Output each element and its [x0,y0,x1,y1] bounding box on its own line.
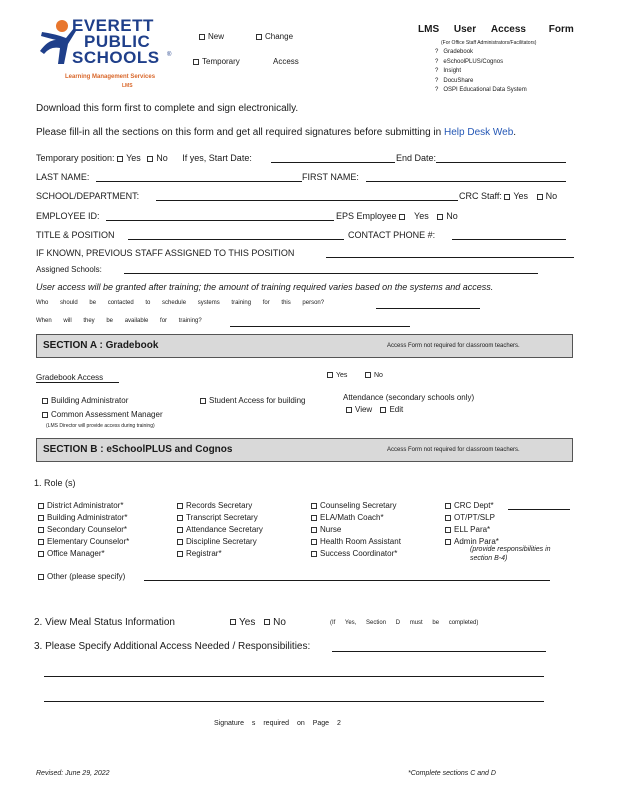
role-option[interactable]: Registrar* [177,548,263,560]
title-lms: LMS [418,24,440,35]
temp-no-checkbox[interactable] [147,156,153,162]
other-role-field[interactable] [144,580,550,581]
request-temporary-option[interactable] [193,57,240,66]
role-option[interactable]: Nurse [311,524,401,536]
section-b-note: Access Form not required for classroom teachers. [387,447,520,453]
building-admin-option[interactable]: Building Administrator [42,396,128,405]
meal-status-question: 2. View Meal Status Information [34,617,175,628]
temporary-checkbox[interactable] [193,59,199,65]
role-option[interactable]: Counseling Secretary [311,500,401,512]
role-option[interactable]: Secondary Counselor* [38,524,129,536]
role-option[interactable]: ELL Para* [445,524,499,536]
temporary-label: Temporary [202,57,240,66]
cam-note: (LMS Director will provide access during training) [46,423,155,429]
gradebook-yes-checkbox[interactable] [327,372,333,378]
training-note: User access will be granted after training; the amount of training required varies based on the systems and access. [36,282,494,292]
contact-phone-label: CONTACT PHONE #: [348,230,436,240]
section-a-title: SECTION A : Gradebook [43,340,159,351]
cam-option[interactable]: Common Assessment Manager [42,410,163,419]
logo-subtitle: Learning Management Services [65,74,156,80]
meal-status-options: Yes No [230,617,286,628]
role-option[interactable]: Health Room Assistant [311,536,401,548]
role-option[interactable]: Office Manager* [38,548,129,560]
last-name-label: LAST NAME: [36,172,90,182]
contact-phone-field[interactable] [452,239,566,240]
complete-sections-note: *Complete sections C and D [408,770,496,777]
role-option[interactable]: District Administrator* [38,500,129,512]
roles-column-3 [311,500,401,560]
roles-column-4 [445,500,499,548]
crc-staff-row: CRC Staff: Yes No [459,191,558,201]
meal-no-checkbox[interactable] [264,619,270,625]
start-date-label: If yes, Start Date: [182,153,252,163]
role-option[interactable]: OT/PT/SLP [445,512,499,524]
cam-checkbox[interactable] [42,412,48,418]
role-option[interactable]: Records Secretary [177,500,263,512]
eps-no-checkbox[interactable] [437,214,443,220]
section-a-header [36,334,573,358]
first-name-field[interactable] [366,181,566,182]
request-change-option[interactable] [256,32,293,41]
roles-column-1 [38,500,129,560]
end-date-label: End Date: [396,153,437,163]
admin-para-note-2: section B-4) [470,555,508,562]
crc-dept-field[interactable] [508,509,570,510]
role-option[interactable]: Admin Para* [445,536,499,548]
crc-yes-checkbox[interactable] [504,194,510,200]
role-option-crc[interactable]: CRC Dept* [445,500,499,512]
role-option[interactable]: Discipline Secretary [177,536,263,548]
available-field[interactable] [230,326,410,327]
role-option[interactable]: Success Coordinator* [311,548,401,560]
student-access-option[interactable]: Student Access for building [200,396,306,405]
intro-line-2: Please fill-in all the sections on this form and get all required signatures before submitting in Help Desk Web. [36,127,517,138]
additional-access-field-2[interactable] [44,676,544,677]
change-checkbox[interactable] [256,34,262,40]
crc-no-checkbox[interactable] [537,194,543,200]
title-form: Form [548,24,574,35]
edit-checkbox[interactable] [380,407,386,413]
section-b-header [36,438,573,462]
assigned-schools-label: Assigned Schools: [36,265,102,274]
role-option[interactable]: Building Administrator* [38,512,129,524]
admin-para-note-1: (provide responsibilities in [470,546,551,553]
logo-subtitle-2: LMS [122,83,133,89]
title-access: Access [490,24,526,35]
school-dept-label: SCHOOL/DEPARTMENT: [36,191,140,201]
student-access-checkbox[interactable] [200,398,206,404]
view-checkbox[interactable] [346,407,352,413]
building-admin-checkbox[interactable] [42,398,48,404]
new-checkbox[interactable] [199,34,205,40]
temp-position-row: Temporary position: Yes No If yes, Start Date: [36,153,252,163]
gradebook-no-option[interactable]: No [365,372,383,379]
temp-yes-checkbox[interactable] [117,156,123,162]
additional-access-field-1[interactable] [332,651,546,652]
roles-column-2 [177,500,263,560]
help-desk-web-link[interactable]: Help Desk Web [444,127,514,138]
assigned-schools-field[interactable] [124,273,538,274]
meal-yes-checkbox[interactable] [230,619,236,625]
employee-id-field[interactable] [106,220,334,221]
form-subtitle: (For Office Staff Administrators/Facilitators) [441,40,537,46]
role-option[interactable]: Transcript Secretary [177,512,263,524]
logo-line-1: EVERETT [72,16,154,35]
section-a-note: Access Form not required for classroom teachers. [387,343,520,349]
role-option[interactable]: Elementary Counselor* [38,536,129,548]
additional-access-field-3[interactable] [44,701,544,702]
first-name-label: FIRST NAME: [302,172,359,182]
contact-field[interactable] [376,308,480,309]
meal-status-note: (If Yes, Section D must be completed) [330,620,479,626]
change-label: Change [265,32,294,41]
other-checkbox[interactable] [38,574,44,580]
previous-staff-field[interactable] [326,257,574,258]
request-new-option[interactable] [199,32,224,41]
contact-question: Who should be contacted to schedule systems training for this person? [36,300,325,306]
title-user: User [453,24,477,35]
school-dept-field[interactable] [156,200,458,201]
district-logo [38,16,178,94]
revised-date: Revised: June 29, 2022 [36,770,110,777]
new-label: New [208,32,225,41]
form-title [418,24,574,35]
employee-id-label: EMPLOYEE ID: [36,211,100,221]
logo-line-3: SCHOOLS [72,48,160,67]
gradebook-access-label: Gradebook Access [36,373,119,383]
gradebook-yes-option[interactable]: Yes [327,372,347,379]
temp-position-label: Temporary position: [36,153,115,163]
intro-line-1: Download this form first to complete and sign electronically. [36,103,299,114]
role-option[interactable]: Attendance Secretary [177,524,263,536]
section-b-title: SECTION B : eSchoolPLUS and Cognos [43,444,233,455]
systems-list [435,48,527,96]
title-position-label: TITLE & POSITION [36,230,115,240]
system-item: ? Gradebook [435,49,474,55]
eps-yes-checkbox[interactable] [399,214,405,220]
system-item: ? OSPI Educational Data System [435,87,527,93]
previous-staff-label: IF KNOWN, PREVIOUS STAFF ASSIGNED TO THIS POSITION [36,248,295,258]
gradebook-no-checkbox[interactable] [365,372,371,378]
title-position-field[interactable] [128,239,344,240]
available-question: When will they be available for training? [36,318,202,324]
system-item: ? Insight [435,68,462,74]
attendance-view-option[interactable]: View Edit [346,405,403,414]
attendance-label: Attendance (secondary schools only) [343,393,475,402]
signature-note: Signature s required on Page 2 [214,720,341,727]
system-item: ? DocuShare [435,77,474,84]
start-date-field[interactable] [271,162,395,163]
roles-label: 1. Role (s) [34,478,76,488]
last-name-field[interactable] [96,181,302,182]
system-item: ? eSchoolPLUS/Cognos [435,58,504,65]
logo-line-2: PUBLIC [84,32,151,51]
end-date-field[interactable] [436,162,566,163]
eps-employee-row: EPS Employee Yes No [336,211,458,221]
request-access-label: Access [273,57,299,66]
other-role-option[interactable]: Other (please specify) [38,572,125,581]
logo-trademark: ® [167,52,172,58]
additional-access-question: 3. Please Specify Additional Access Needed / Responsibilities: [34,641,311,652]
role-option[interactable]: ELA/Math Coach* [311,512,401,524]
